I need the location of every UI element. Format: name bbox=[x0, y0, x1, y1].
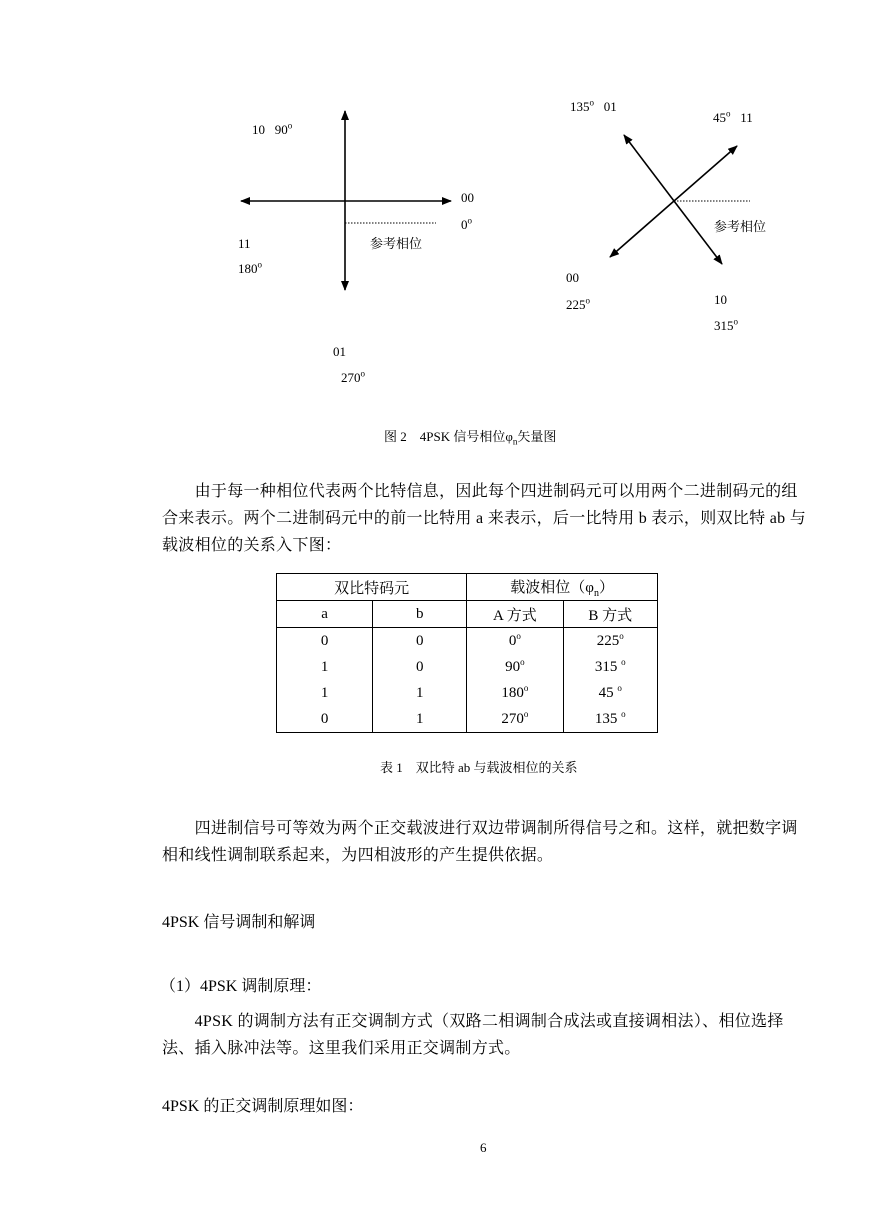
table-1-caption: 表 1 双比特 ab 与载波相位的关系 bbox=[380, 760, 578, 775]
subsection-heading: （1）4PSK 调制原理： bbox=[160, 978, 322, 995]
left-label-10-90: 10 90$^o$ bbox=[252, 120, 293, 137]
table-row: 1 1 180$^o$ 45 $^o$ bbox=[277, 680, 658, 706]
bit-phase-table bbox=[276, 573, 658, 733]
table-header-b: b bbox=[373, 601, 467, 628]
right-label-315deg: 315$^o$ bbox=[714, 316, 738, 333]
figure-2-caption: 图 2 4PSK 信号相位$\varphi_n$矢量图 bbox=[384, 429, 557, 447]
table-header-a: a bbox=[277, 601, 373, 628]
page-number: 6 bbox=[480, 1140, 487, 1155]
right-label-225deg: 225$^o$ bbox=[566, 295, 590, 312]
right-vector-135 bbox=[624, 135, 674, 201]
table-row: 0 1 270$^o$ 135 $^o$ bbox=[277, 706, 658, 733]
table-header-mode-b: B 方式 bbox=[563, 601, 657, 628]
left-label-01: 01 bbox=[333, 344, 346, 359]
table-sub-header-row bbox=[277, 601, 658, 628]
table-row: 1 0 90$^o$ 315 $^o$ bbox=[277, 654, 658, 680]
phase-vector-diagrams bbox=[0, 0, 869, 420]
table-header-carrier-phase: 载波相位$(\varphi_n)$ bbox=[467, 574, 658, 601]
right-label-00: 00 bbox=[566, 270, 579, 285]
left-label-180deg: 180$^o$ bbox=[238, 259, 262, 276]
right-reference-phase-label: 参考相位 bbox=[714, 219, 767, 234]
table-group-header-row bbox=[277, 574, 658, 601]
left-label-00: 00 bbox=[461, 190, 474, 205]
paragraph-phase-bits: 由于每一种相位代表两个比特信息，因此每个四进制码元可以用两个二进制码元的组合来表示。两个二进制码元中的前一比特用 a 来表示，后一比特用 b 表示，则双比特 ab 与载波相位的关系入下图： bbox=[162, 483, 807, 554]
table-header-mode-a: A 方式 bbox=[467, 601, 563, 628]
right-label-135-01: 135$^o$ 01 bbox=[570, 97, 617, 114]
left-label-270deg: 270$^o$ bbox=[341, 368, 365, 385]
paragraph-modulation-diagram-intro: 4PSK 的正交调制原理如图： bbox=[162, 1098, 364, 1115]
right-vector-45 bbox=[674, 146, 737, 201]
paragraph-quadrature: 四进制信号可等效为两个正交载波进行双边带调制所得信号之和。这样，就把数字调相和线性调制联系起来，为四相波形的产生提供依据。 bbox=[162, 820, 798, 864]
left-reference-phase-label: 参考相位 bbox=[370, 236, 423, 251]
right-label-45-11: 45$^o$ 11 bbox=[713, 108, 753, 125]
left-label-0deg: 0$^o$ bbox=[461, 215, 472, 232]
section-heading: 4PSK 信号调制和解调 bbox=[162, 914, 316, 931]
table-row: 0 0 0$^o$ 225$^o$ bbox=[277, 628, 658, 655]
left-label-11: 11 bbox=[238, 236, 251, 251]
right-label-10: 10 bbox=[714, 292, 727, 307]
right-vector-225 bbox=[610, 201, 674, 257]
paragraph-modulation-methods: 4PSK 的调制方法有正交调制方式（双路二相调制合成法或直接调相法）、相位选择法、插入脉冲法等。这里我们采用正交调制方式。 bbox=[162, 1013, 784, 1057]
table-header-dibit: 双比特码元 bbox=[277, 574, 467, 601]
